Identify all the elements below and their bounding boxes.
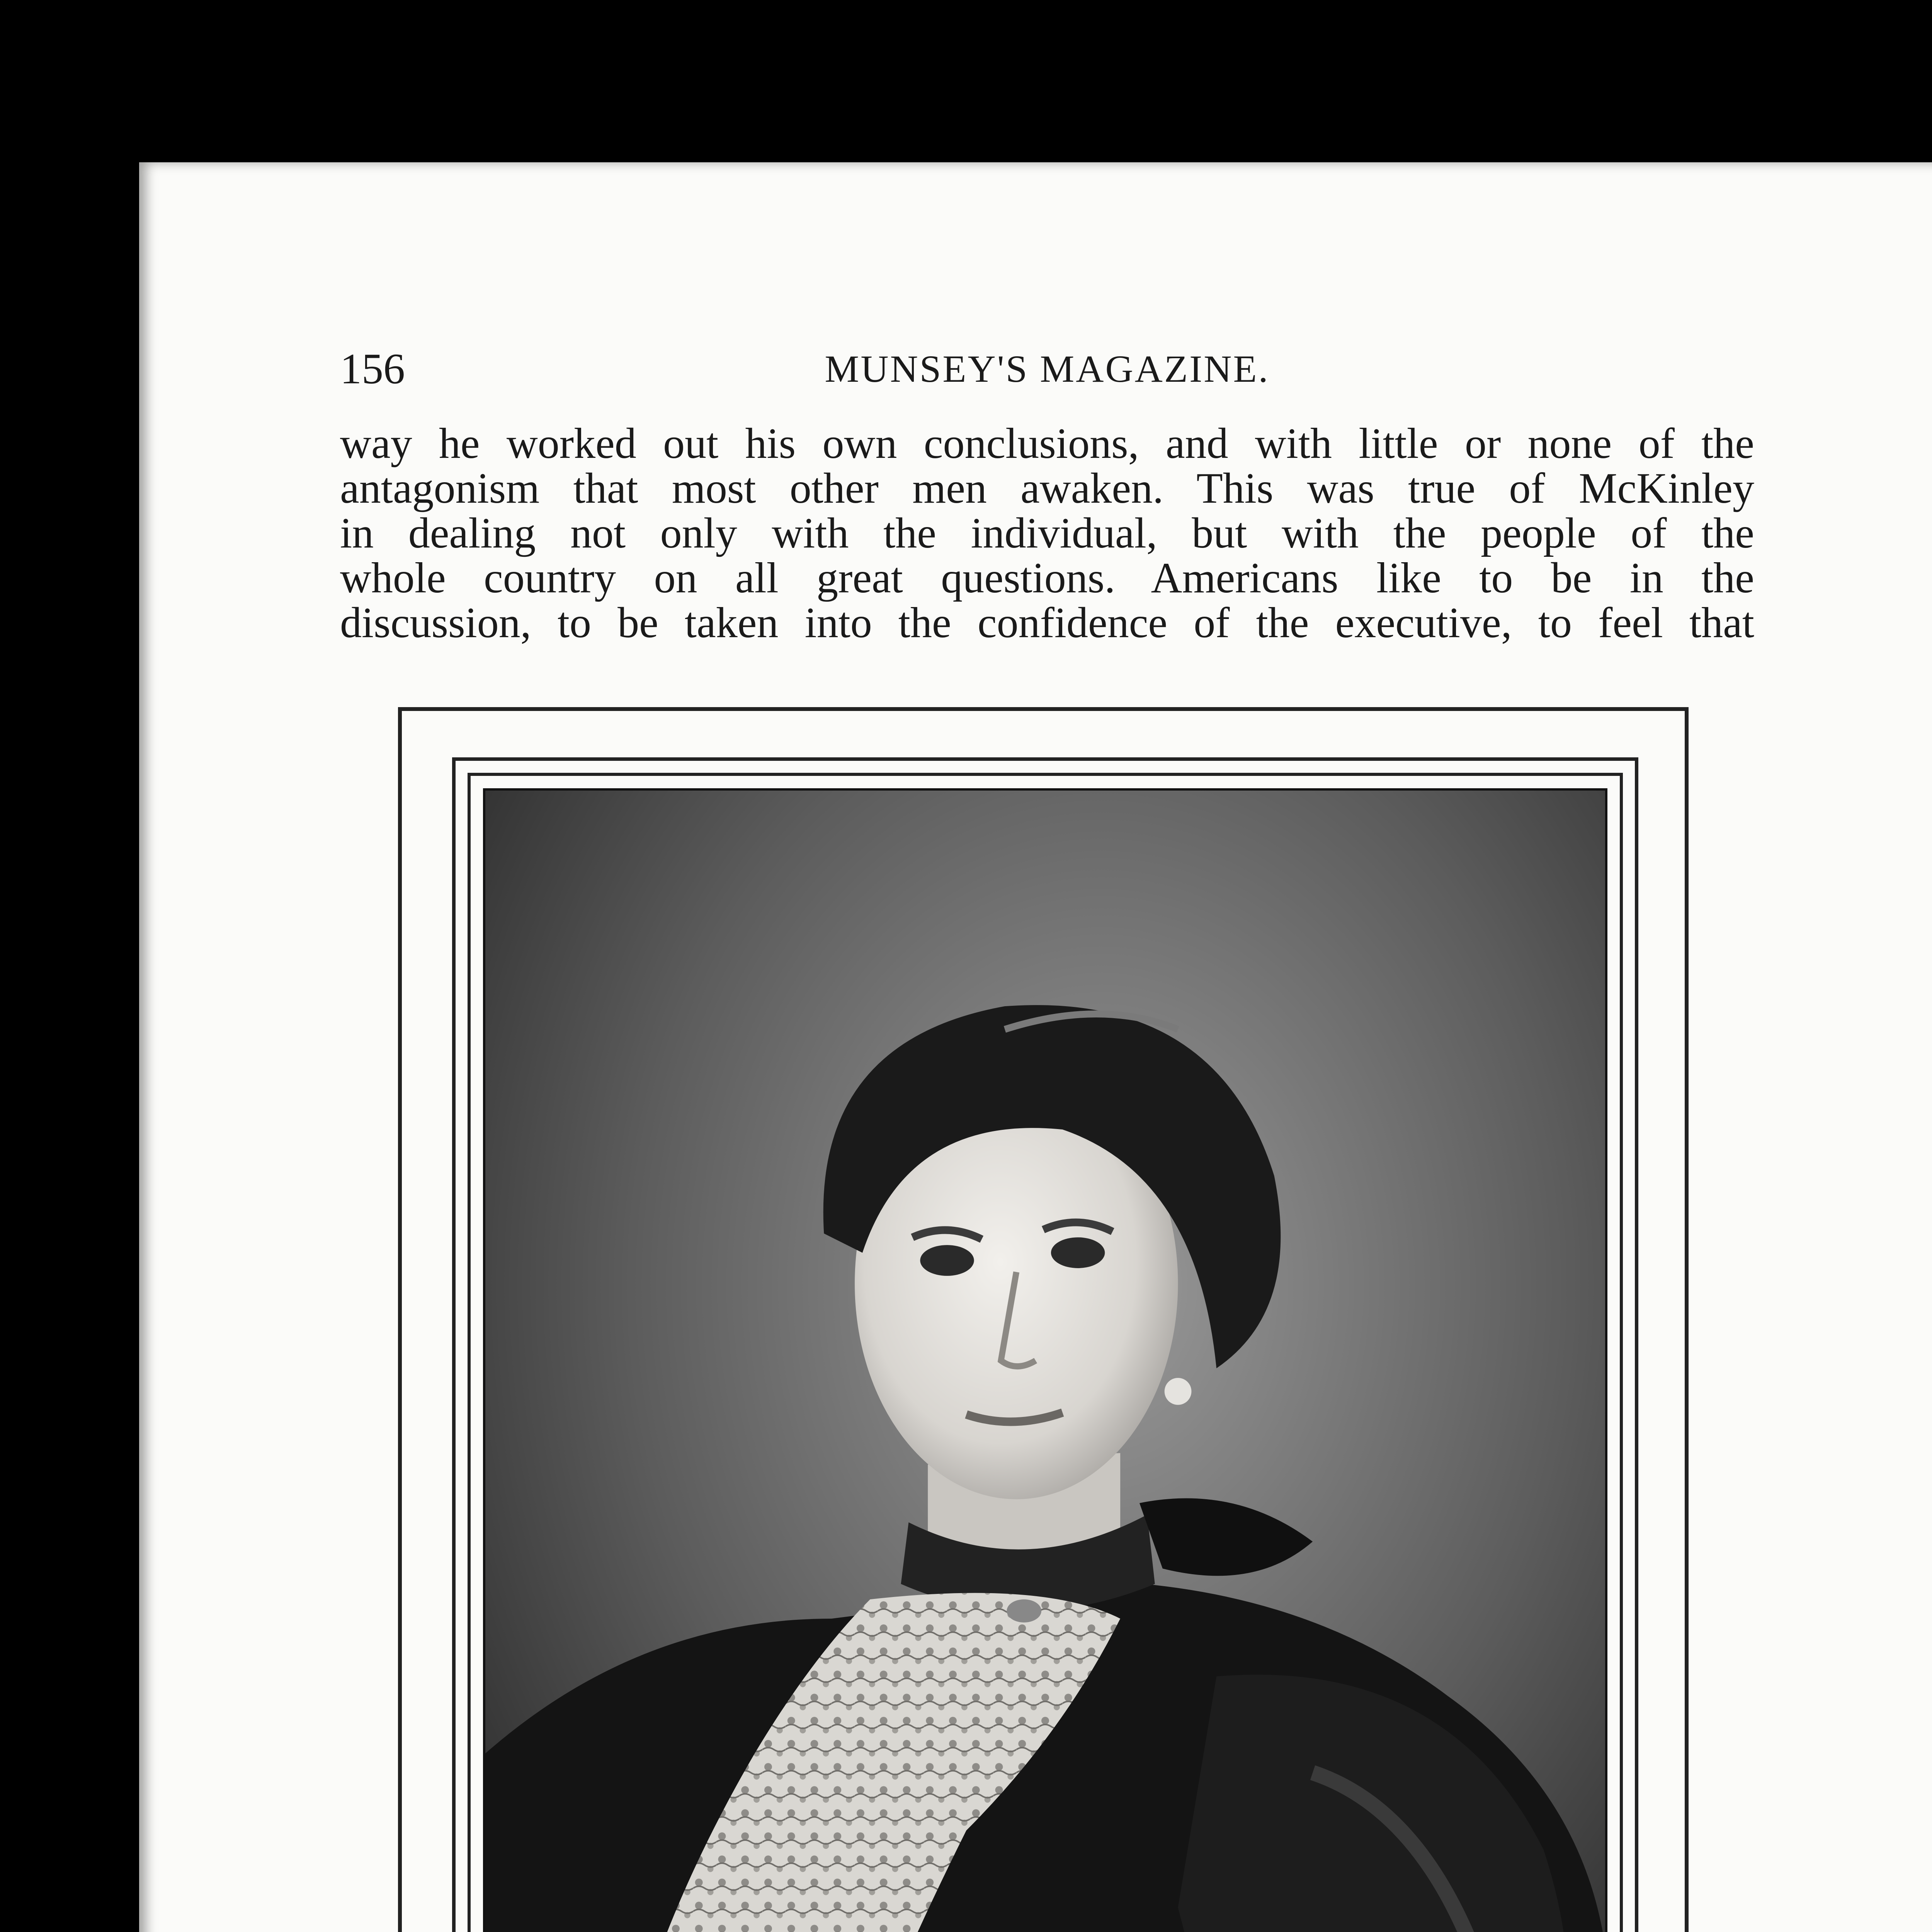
portrait-illustration [485,791,1605,1932]
text-line: antagonism that most other men awaken. This was true of McKinley [340,464,1754,512]
text-line: in dealing not only with the individual, but with the people of the [340,509,1754,557]
scan-background-left [0,0,139,1932]
magazine-title: MUNSEY'S MAGAZINE. [825,347,1270,390]
running-head [340,340,1754,398]
portrait-photograph [483,788,1607,1932]
paragraph-top [340,421,1754,645]
page-number: 156 [340,345,405,393]
text-line: whole country on all great questions. Americans like to be in the [340,554,1754,602]
text-line: way he worked out his own conclusions, and with little or none of the [340,420,1754,468]
text-line: discussion, to be taken into the confidence of the executive, to feel that [340,599,1754,647]
